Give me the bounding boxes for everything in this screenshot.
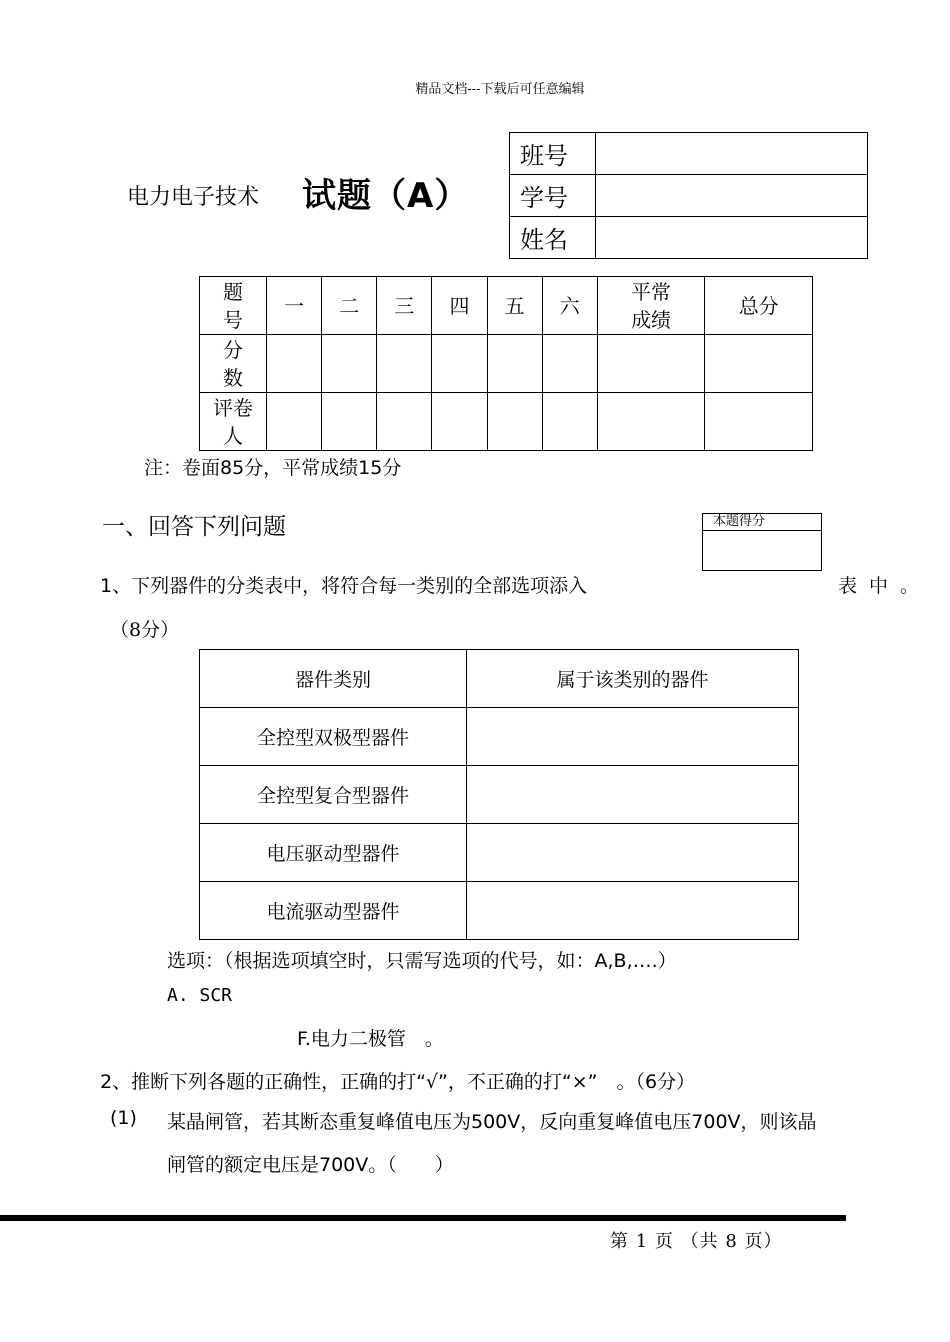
category-label: 全控型复合型器件 [200,766,467,824]
category-row [200,824,799,882]
score-row-label-text: 分 数 [223,337,243,390]
section-1-title: 一、回答下列问题 [102,514,286,540]
score-table [199,276,813,451]
question-2-text: 2、推断下列各题的正确性，正确的打“√”，不正确的打“×” 。（6分） [100,1071,696,1093]
score-header-cell: 一 [267,277,322,335]
category-answer-cell[interactable] [467,824,799,882]
exam-title: 试题（A） [302,176,470,216]
header-note: 精品文档---下载后可任意编辑 [415,82,585,97]
grader-cell[interactable] [432,393,487,451]
score-header-cell: 总分 [705,277,813,335]
category-answer-cell[interactable] [467,882,799,940]
score-cell[interactable] [542,335,597,393]
score-cell[interactable] [267,335,322,393]
score-cell[interactable] [377,335,432,393]
score-row [200,335,813,393]
score-cell[interactable] [432,335,487,393]
score-row-label [200,335,267,393]
score-table-header-row [200,277,813,335]
score-header-cell: 二 [322,277,377,335]
student-info-table [509,132,868,259]
score-cell[interactable] [597,335,705,393]
category-answer-cell[interactable] [467,766,799,824]
grader-cell[interactable] [377,393,432,451]
grader-cell[interactable] [597,393,705,451]
score-cell[interactable] [487,335,542,393]
info-field-class[interactable] [596,133,868,175]
option-a: A. SCR [167,985,233,1006]
grader-row [200,393,813,451]
score-header-cell: 五 [487,277,542,335]
score-note: 注：卷面85分，平常成绩15分 [144,457,402,479]
options-intro: 选项：（根据选项填空时，只需写选项的代号，如：A,B,….） [167,950,677,972]
section-score-box [702,513,822,571]
category-row [200,708,799,766]
category-header-row [200,650,799,708]
category-row [200,882,799,940]
grader-cell[interactable] [705,393,813,451]
grader-cell[interactable] [322,393,377,451]
grader-cell[interactable] [487,393,542,451]
question-1-points: （8分） [110,619,180,641]
score-header-cell: 四 [432,277,487,335]
grader-row-label [200,393,267,451]
question-1-tail: 表中。 [838,575,932,597]
score-header-cell: 三 [377,277,432,335]
section-score-label: 本题得分 [703,514,821,531]
question-2-1-line-2: 闸管的额定电压是700V。（ ） [167,1154,454,1176]
score-header-text: 题 号 [223,279,243,332]
devices-header: 属于该类别的器件 [467,650,799,708]
score-cell[interactable] [705,335,813,393]
grader-cell[interactable] [542,393,597,451]
category-label: 全控型双极型器件 [200,708,467,766]
score-header-text: 平常 成绩 [631,279,672,332]
info-field-student-id[interactable] [596,175,868,217]
score-header-cell: 六 [542,277,597,335]
category-answer-cell[interactable] [467,708,799,766]
score-header-cell [597,277,705,335]
category-header: 器件类别 [200,650,467,708]
score-cell[interactable] [322,335,377,393]
info-label-class: 班号 [510,133,596,175]
option-f: F.电力二极管 。 [297,1028,444,1050]
footer-rule [0,1215,846,1221]
question-2-1-line-1: 某晶闸管，若其断态重复峰值电压为500V，反向重复峰值电压700V，则该晶 [167,1111,817,1133]
grader-cell[interactable] [267,393,322,451]
grader-row-label-text: 评卷 人 [213,395,253,448]
course-name: 电力电子技术 [127,185,260,210]
section-score-field[interactable] [703,531,821,570]
category-row [200,766,799,824]
device-category-table [199,649,799,940]
category-label: 电流驱动型器件 [200,882,467,940]
question-1-text: 1、下列器件的分类表中，将符合每一类别的全部选项添入 [100,575,588,597]
score-header-cell [200,277,267,335]
info-field-name[interactable] [596,217,868,259]
question-2-1-number: (1) [110,1107,137,1129]
category-label: 电压驱动型器件 [200,824,467,882]
page-footer: 第 1 页 （共 8 页） [610,1231,783,1252]
info-label-student-id: 学号 [510,175,596,217]
info-label-name: 姓名 [510,217,596,259]
